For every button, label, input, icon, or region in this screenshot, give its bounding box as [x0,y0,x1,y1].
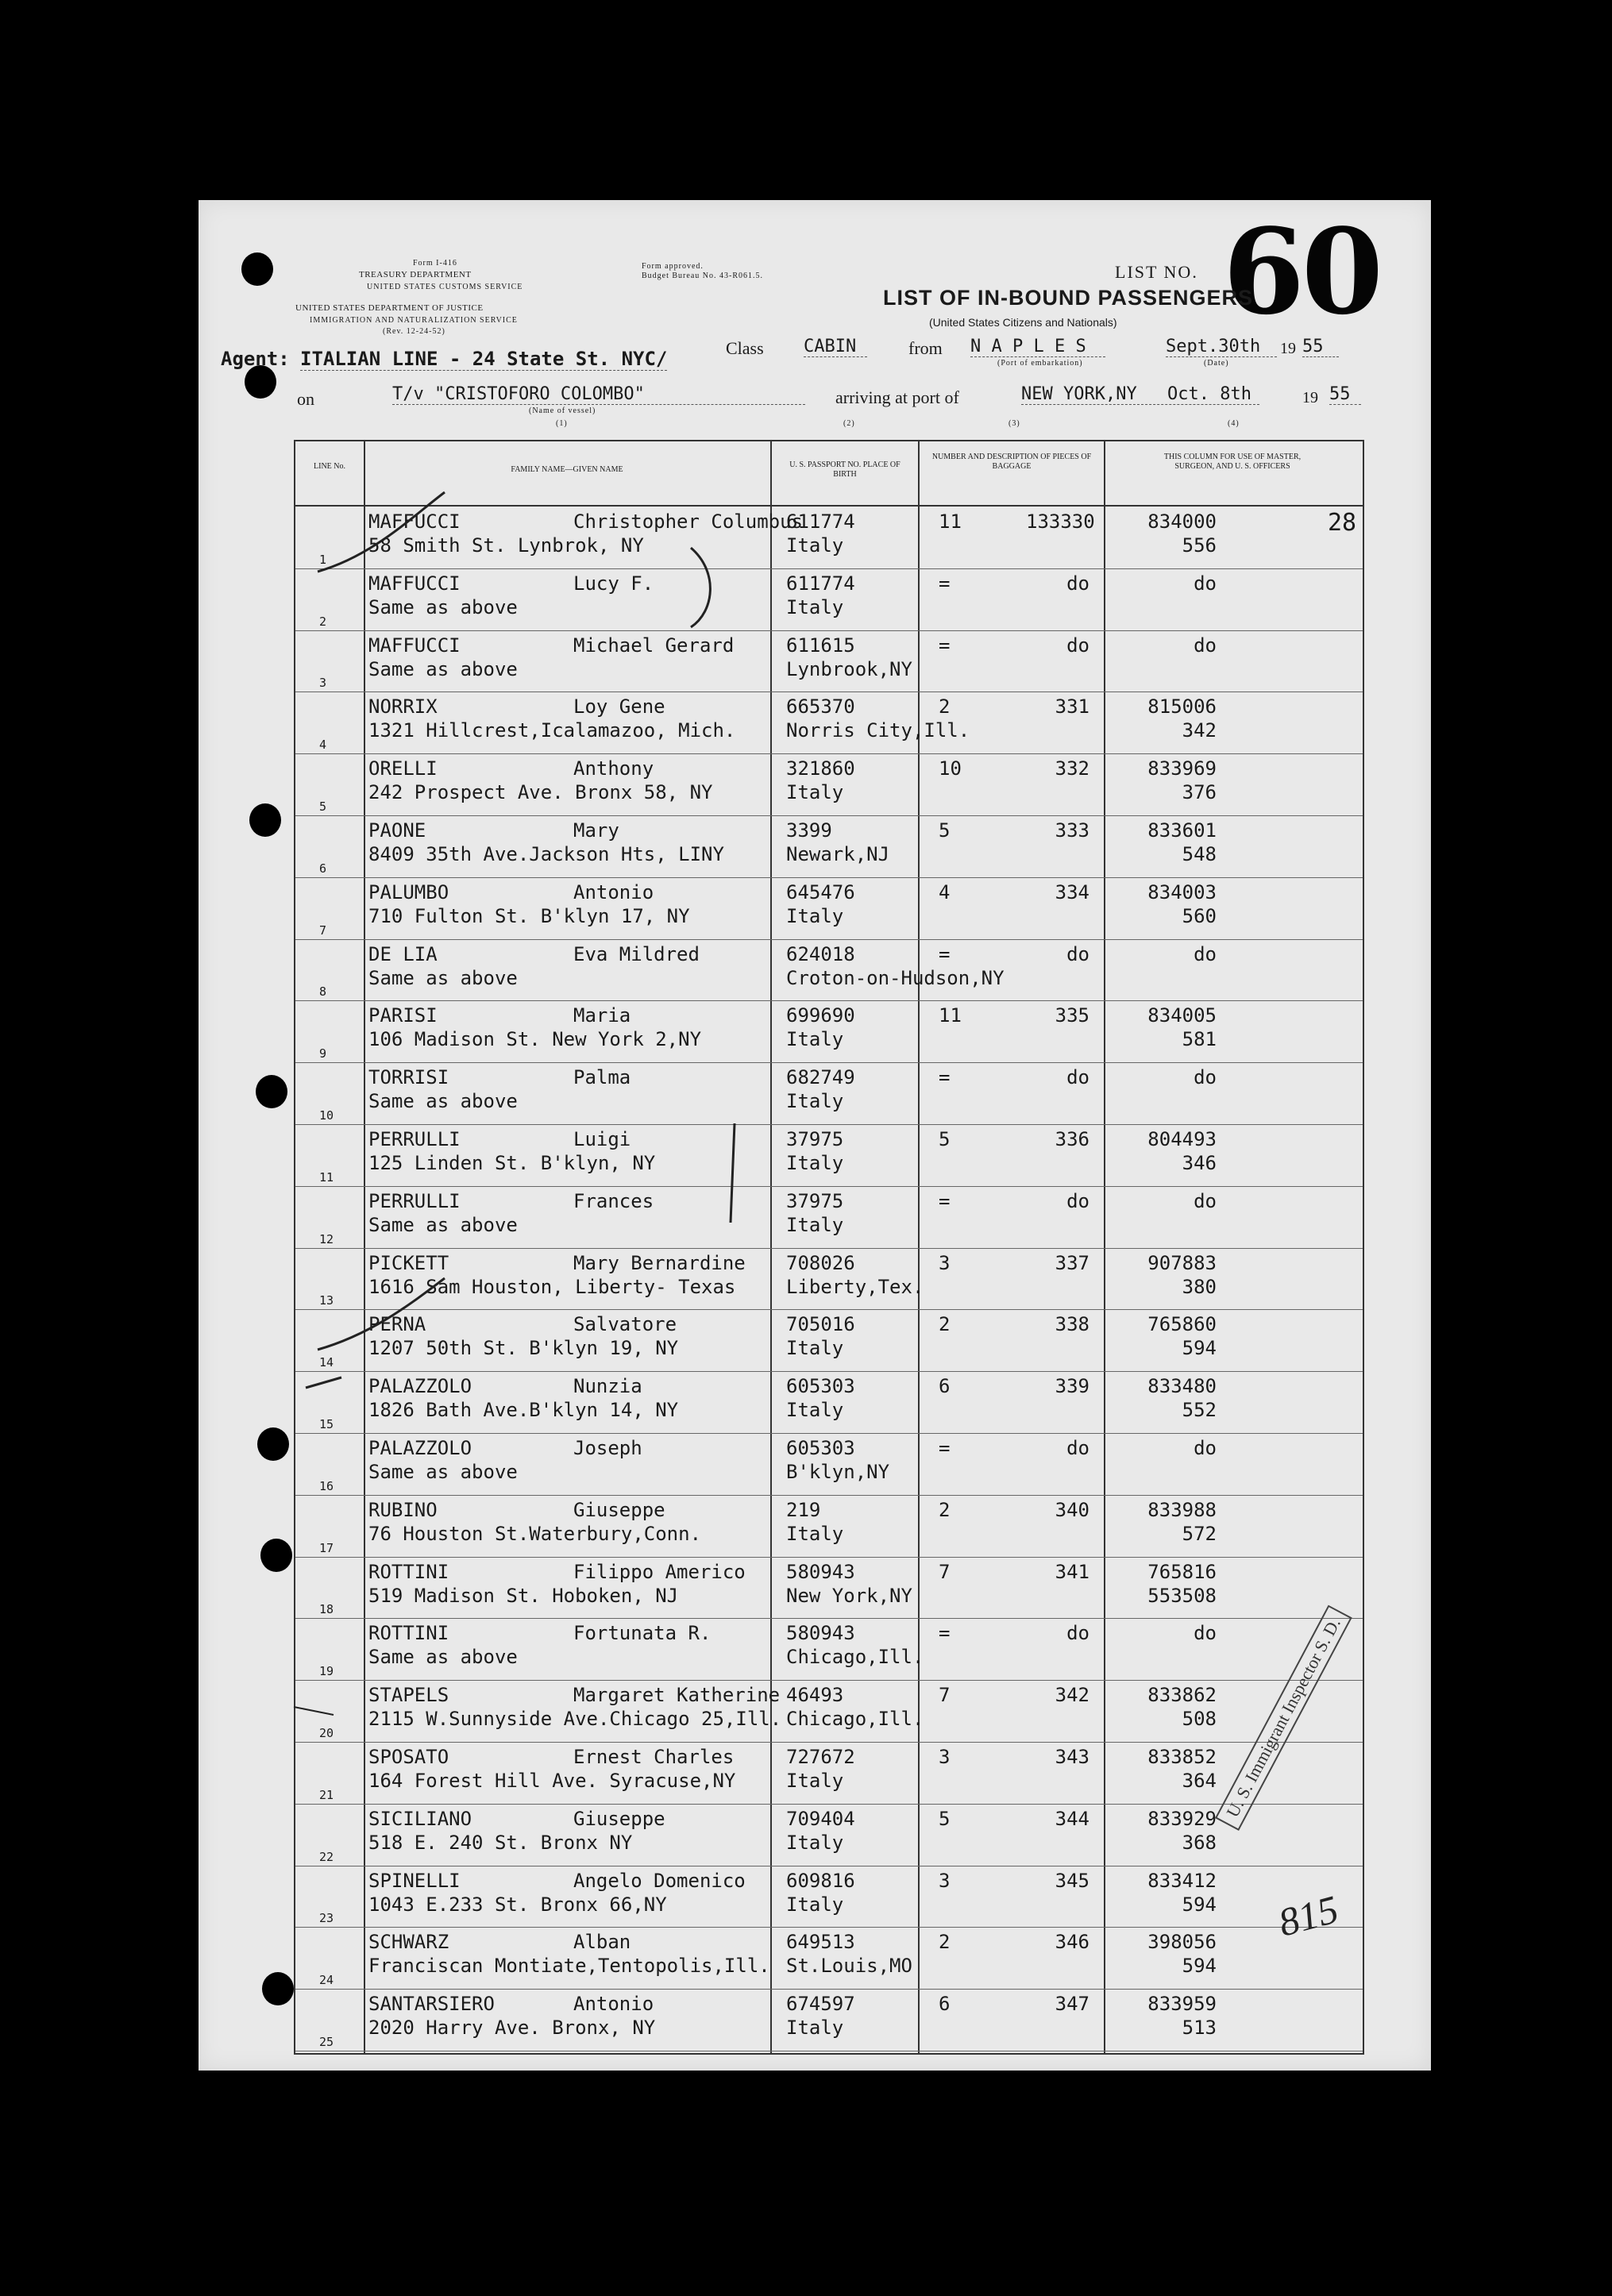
place-of-birth: Italy [786,781,844,804]
baggage-number: 334 [1055,880,1089,903]
passport-number: 46493 [786,1684,844,1707]
line-number: 20 [319,1725,334,1740]
line-number: 16 [319,1478,334,1493]
baggage-pieces: 11 [939,510,962,533]
officer-entry: 765816 [1147,1560,1217,1583]
place-of-birth: B'klyn,NY [786,1461,890,1483]
baggage-number: 343 [1055,1746,1089,1768]
address: 1043 E.233 St. Bronx 66,NY [368,1893,667,1916]
family-name: PARISI [368,1004,438,1027]
baggage-number: 347 [1055,1993,1089,2016]
department-of-justice: UNITED STATES DEPARTMENT OF JUSTICE [295,303,484,313]
baggage-number: do [1066,1437,1089,1459]
family-name: SICILIANO [368,1807,472,1830]
header-line-no: LINE No. [314,462,345,471]
family-name: MAFFUCCI [368,572,461,595]
place-of-birth: Italy [786,1028,844,1051]
place-of-birth: Italy [786,904,844,927]
baggage-number: 340 [1055,1498,1089,1521]
baggage-pieces: 3 [939,1251,951,1274]
address: 1207 50th St. B'klyn 19, NY [368,1337,679,1360]
passport-number: 580943 [786,1560,855,1583]
line-number: 3 [319,676,327,691]
address: Same as above [368,1090,518,1113]
passport-number: 624018 [786,942,855,965]
given-name: Eva Mildred [573,942,700,965]
officer-entry: 833862 [1147,1684,1217,1707]
place-of-birth: Chicago,Ill. [786,1708,924,1731]
place-of-birth: Italy [786,1399,844,1422]
header-baggage: NUMBER AND DESCRIPTION OF PIECES OF BAGGAGE [931,453,1092,471]
baggage-number: 331 [1055,695,1089,718]
baggage-pieces: 11 [939,1004,962,1027]
officer-entry: 398056 [1147,1931,1217,1954]
given-name: Margaret Katherine [573,1684,781,1707]
baggage-number: 332 [1055,757,1089,780]
line-number: 2 [319,614,327,629]
family-name: RUBINO [368,1498,438,1521]
given-name: Maria [573,1004,631,1027]
baggage-number: do [1066,942,1089,965]
line-number: 19 [319,1664,334,1679]
baggage-pieces: 3 [939,1869,951,1892]
agent-label: Agent: [221,348,290,370]
baggage-number: 345 [1055,1869,1089,1892]
baggage-pieces: = [939,634,951,657]
given-name: Giuseppe [573,1807,665,1830]
officer-entry: 834005 [1147,1004,1217,1027]
header-officers: THIS COLUMN FOR USE OF MASTER, SURGEON, AND U. S. OFFICERS [1163,453,1302,471]
line-number: 4 [319,738,327,753]
address: 710 Fulton St. B'klyn 17, NY [368,904,690,927]
family-name: PALUMBO [368,880,449,903]
baggage-pieces: 6 [939,1993,951,2016]
officer-entry: 804493 [1147,1128,1217,1150]
officer-entry: 833988 [1147,1498,1217,1521]
place-of-birth: Italy [786,1770,844,1792]
given-name: Frances [573,1189,654,1212]
passport-number: 611774 [786,572,855,595]
port-caption: (Port of embarkation) [997,359,1083,368]
officer-entry-2: 376 [1182,781,1217,804]
family-name: ROTTINI [368,1622,449,1645]
line-number: 12 [319,1231,334,1246]
baggage-pieces: = [939,1622,951,1645]
address: 519 Madison St. Hoboken, NJ [368,1584,679,1607]
arrival-year-prefix: 19 [1302,389,1318,406]
column-number-3: (3) [1008,419,1020,428]
baggage-pieces: 2 [939,695,951,718]
officer-entry-2: 553508 [1147,1584,1217,1607]
given-name: Alban [573,1931,631,1954]
place-of-birth: New York,NY [786,1584,912,1607]
line-number: 1 [319,552,327,567]
baggage-pieces: 3 [939,1746,951,1768]
document-subtitle: (United States Citizens and Nationals) [929,316,1117,329]
baggage-pieces: 7 [939,1560,951,1583]
address: Same as above [368,595,518,618]
date-caption: (Date) [1204,359,1229,368]
baggage-number: 346 [1055,1931,1089,1954]
passport-number: 709404 [786,1807,855,1830]
given-name: Filippo Americo [573,1560,746,1583]
given-name: Antonio [573,1993,654,2016]
place-of-birth: Croton-on-Hudson,NY [786,966,1005,989]
customs-service: UNITED STATES CUSTOMS SERVICE [367,283,523,291]
line-number: 11 [319,1169,334,1185]
line-number: 6 [319,861,327,876]
arrival-port: NEW YORK,NY [1021,384,1259,405]
officer-entry-2: 594 [1182,1337,1217,1360]
given-name: Luigi [573,1128,631,1150]
passport-number: 727672 [786,1746,855,1768]
officer-entry: 833969 [1147,757,1217,780]
class-label: Class [726,338,764,358]
passport-number: 219 [786,1498,821,1521]
address: Same as above [368,966,518,989]
family-name: PERNA [368,1313,426,1336]
baggage-pieces: 5 [939,1807,951,1830]
place-of-birth: Italy [786,1213,844,1236]
baggage-pieces: = [939,572,951,595]
officer-entry-2: 581 [1182,1028,1217,1051]
place-of-birth: Liberty,Tex. [786,1275,924,1298]
given-name: Michael Gerard [573,634,735,657]
given-name: Ernest Charles [573,1746,735,1768]
given-name: Loy Gene [573,695,665,718]
officer-entry-2: 380 [1182,1275,1217,1298]
family-name: SPINELLI [368,1869,461,1892]
passport-number: 705016 [786,1313,855,1336]
baggage-number: do [1066,572,1089,595]
arrival-year: 55 [1329,384,1361,405]
family-name: MAFFUCCI [368,634,461,657]
officer-entry-2: 548 [1182,843,1217,865]
inspector-stamp-text: U. S. Immigrant Inspector [1222,1649,1326,1821]
place-of-birth: Norris City,Ill. [786,719,970,742]
place-of-birth: Italy [786,1893,844,1916]
officer-entry-2: 552 [1182,1399,1217,1422]
baggage-number: do [1066,1066,1089,1089]
column-number-2: (2) [843,419,855,428]
officer-entry: 834000 [1147,510,1217,533]
officer-entry-2: 594 [1182,1955,1217,1978]
header-name: FAMILY NAME—GIVEN NAME [511,465,623,474]
address: Same as above [368,657,518,680]
baggage-number: 341 [1055,1560,1089,1583]
officer-entry: 907883 [1147,1251,1217,1274]
family-name: PERRULLI [368,1189,461,1212]
given-name: Angelo Domenico [573,1869,746,1892]
place-of-birth: Italy [786,1337,844,1360]
address: Same as above [368,1461,518,1483]
address: 8409 35th Ave.Jackson Hts, LINY [368,843,724,865]
officer-entry: 833480 [1147,1375,1217,1398]
given-name: Mary [573,819,619,842]
given-name: Antonio [573,880,654,903]
column-number-1: (1) [556,419,568,428]
baggage-pieces: 7 [939,1684,951,1707]
list-number: 60 [1223,202,1380,341]
column-number-4: (4) [1228,419,1240,428]
officer-entry-2: 368 [1182,1831,1217,1854]
header-passport: U. S. PASSPORT NO. PLACE OF BIRTH [789,460,900,479]
officer-entry: 833412 [1147,1869,1217,1892]
place-of-birth: Lynbrook,NY [786,657,912,680]
vessel-caption: (Name of vessel) [529,406,596,415]
place-of-birth: Newark,NJ [786,843,890,865]
officer-entry: do [1194,1066,1217,1089]
passport-number: 3399 [786,819,832,842]
passport-number: 649513 [786,1931,855,1954]
baggage-number: 333 [1055,819,1089,842]
line-number: 17 [319,1540,334,1555]
family-name: STAPELS [368,1684,449,1707]
line-number: 8 [319,984,327,1000]
officer-entry-2: 560 [1182,904,1217,927]
form-approved: Form approved. [642,262,704,271]
given-name: Salvatore [573,1313,677,1336]
officer-entry: 833601 [1147,819,1217,842]
baggage-pieces: 4 [939,880,951,903]
baggage-number: 335 [1055,1004,1089,1027]
officer-entry: 765860 [1147,1313,1217,1336]
address: 518 E. 240 St. Bronx NY [368,1831,633,1854]
baggage-number: 344 [1055,1807,1089,1830]
officer-entry-2: 364 [1182,1770,1217,1792]
agent-value: ITALIAN LINE - 24 State St. NYC/ [300,348,668,370]
class-value: CABIN [804,337,867,357]
passport-number: 580943 [786,1622,855,1645]
baggage-number: do [1066,634,1089,657]
address: 58 Smith St. Lynbrok, NY [368,534,644,557]
family-name: SCHWARZ [368,1931,449,1954]
family-name: TORRISI [368,1066,449,1089]
officer-entry-2: 594 [1182,1893,1217,1916]
family-name: MAFFUCCI [368,510,461,533]
passport-number: 665370 [786,695,855,718]
arriving-label: arriving at port of [835,387,959,407]
line-number: 15 [319,1416,334,1431]
address: 2020 Harry Ave. Bronx, NY [368,2017,656,2040]
family-name: PERRULLI [368,1128,461,1150]
officer-entry: 833929 [1147,1807,1217,1830]
officer-entry-2: 342 [1182,719,1217,742]
from-label: from [908,338,943,358]
year-prefix: 19 [1280,340,1296,357]
on-label: on [297,389,314,409]
line-number: 18 [319,1602,334,1617]
baggage-pieces: 5 [939,1128,951,1150]
line-number: 9 [319,1046,327,1061]
address: Franciscan Montiate,Tentopolis,Ill. [368,1955,770,1978]
given-name: Palma [573,1066,631,1089]
passport-number: 708026 [786,1251,855,1274]
baggage-number: 336 [1055,1128,1089,1150]
margin-note: 28 [1328,509,1357,537]
given-name: Mary Bernardine [573,1251,746,1274]
line-number: 22 [319,1849,334,1864]
passport-number: 699690 [786,1004,855,1027]
address: 242 Prospect Ave. Bronx 58, NY [368,781,713,804]
inspector-signature: 815 [1274,1886,1343,1945]
passport-number: 611774 [786,510,855,533]
vessel-name: T/v "CRISTOFORO COLOMBO" [392,384,805,405]
revision-date: (Rev. 12-24-52) [383,327,445,336]
family-name: PICKETT [368,1251,449,1274]
baggage-pieces: = [939,942,951,965]
officer-entry: 834003 [1147,880,1217,903]
family-name: ORELLI [368,757,438,780]
departure-year: 55 [1302,337,1339,357]
arrival-date: Oct. 8th [1167,384,1251,404]
address: 1826 Bath Ave.B'klyn 14, NY [368,1399,679,1422]
address: 164 Forest Hill Ave. Syracuse,NY [368,1770,736,1792]
family-name: SPOSATO [368,1746,449,1768]
given-name: Lucy F. [573,572,654,595]
address: 1616 Sam Houston, Liberty- Texas [368,1275,736,1298]
family-name: DE LIA [368,942,438,965]
baggage-pieces: 5 [939,819,951,842]
baggage-number: 342 [1055,1684,1089,1707]
baggage-pieces: 2 [939,1313,951,1336]
line-number: 5 [319,799,327,814]
officer-entry-2: 508 [1182,1708,1217,1731]
officer-entry-2: 556 [1182,534,1217,557]
passport-number: 645476 [786,880,855,903]
list-no-label: LIST NO. [1115,262,1198,282]
place-of-birth: Italy [786,1831,844,1854]
officer-entry-2: 513 [1182,2017,1217,2040]
inspector-stamp-sd: S. D. [1309,1614,1344,1655]
port-of-embarkation: N A P L E S [970,337,1105,357]
address: Same as above [368,1213,518,1236]
place-of-birth: Italy [786,1152,844,1174]
line-number: 23 [319,1911,334,1926]
given-name: Nunzia [573,1375,642,1398]
baggage-pieces: = [939,1437,951,1459]
officer-entry: do [1194,942,1217,965]
officer-entry: 833959 [1147,1993,1217,2016]
departure-date: Sept.30th [1166,337,1277,357]
baggage-number: do [1066,1622,1089,1645]
baggage-pieces: 10 [939,757,962,780]
passport-number: 674597 [786,1993,855,2016]
family-name: PALAZZOLO [368,1375,472,1398]
address: 125 Linden St. B'klyn, NY [368,1152,656,1174]
officer-entry: do [1194,1189,1217,1212]
given-name: Fortunata R. [573,1622,712,1645]
baggage-pieces: = [939,1189,951,1212]
ins-service: IMMIGRATION AND NATURALIZATION SERVICE [310,316,518,325]
address: Same as above [368,1646,518,1669]
given-name: Anthony [573,757,654,780]
family-name: SANTARSIERO [368,1993,495,2016]
baggage-number: do [1066,1189,1089,1212]
place-of-birth: Italy [786,2017,844,2040]
place-of-birth: Italy [786,595,844,618]
officer-entry: 815006 [1147,695,1217,718]
line-number: 10 [319,1108,334,1123]
line-number: 13 [319,1293,334,1308]
baggage-number: 337 [1055,1251,1089,1274]
officer-entry-2: 346 [1182,1152,1217,1174]
line-number: 25 [319,2034,334,2049]
officer-entry: 833852 [1147,1746,1217,1768]
officer-entry: do [1194,1622,1217,1645]
baggage-pieces: = [939,1066,951,1089]
address: 1321 Hillcrest,Icalamazoo, Mich. [368,719,736,742]
passport-number: 605303 [786,1375,855,1398]
document-title: LIST OF IN-BOUND PASSENGERS [883,286,1254,310]
passport-number: 37975 [786,1189,844,1212]
place-of-birth: Chicago,Ill. [786,1646,924,1669]
officer-entry-2: 572 [1182,1522,1217,1545]
place-of-birth: St.Louis,MO [786,1955,912,1978]
family-name: ROTTINI [368,1560,449,1583]
given-name: Giuseppe [573,1498,665,1521]
address: 2115 W.Sunnyside Ave.Chicago 25,Ill. [368,1708,782,1731]
line-number: 14 [319,1355,334,1370]
baggage-number: 133330 [1026,510,1095,533]
family-name: NORRIX [368,695,438,718]
officer-entry: do [1194,634,1217,657]
passport-number: 611615 [786,634,855,657]
passport-number: 682749 [786,1066,855,1089]
given-name: Christopher Columbus [573,510,803,533]
line-number: 24 [319,1973,334,1988]
given-name: Joseph [573,1437,642,1459]
form-number: Form I-416 [413,259,457,268]
family-name: PALAZZOLO [368,1437,472,1459]
address: 76 Houston St.Waterbury,Conn. [368,1522,702,1545]
officer-entry: do [1194,572,1217,595]
budget-bureau: Budget Bureau No. 43-R061.5. [642,272,763,280]
passport-number: 605303 [786,1437,855,1459]
baggage-pieces: 2 [939,1498,951,1521]
baggage-pieces: 2 [939,1931,951,1954]
line-number: 21 [319,1787,334,1802]
treasury-department: TREASURY DEPARTMENT [359,270,472,279]
line-number: 7 [319,923,327,938]
passport-number: 321860 [786,757,855,780]
baggage-pieces: 6 [939,1375,951,1398]
officer-entry: do [1194,1437,1217,1459]
place-of-birth: Italy [786,534,844,557]
place-of-birth: Italy [786,1090,844,1113]
baggage-number: 338 [1055,1313,1089,1336]
passport-number: 37975 [786,1128,844,1150]
place-of-birth: Italy [786,1522,844,1545]
passport-number: 609816 [786,1869,855,1892]
address: 106 Madison St. New York 2,NY [368,1028,702,1051]
family-name: PAONE [368,819,426,842]
baggage-number: 339 [1055,1375,1089,1398]
